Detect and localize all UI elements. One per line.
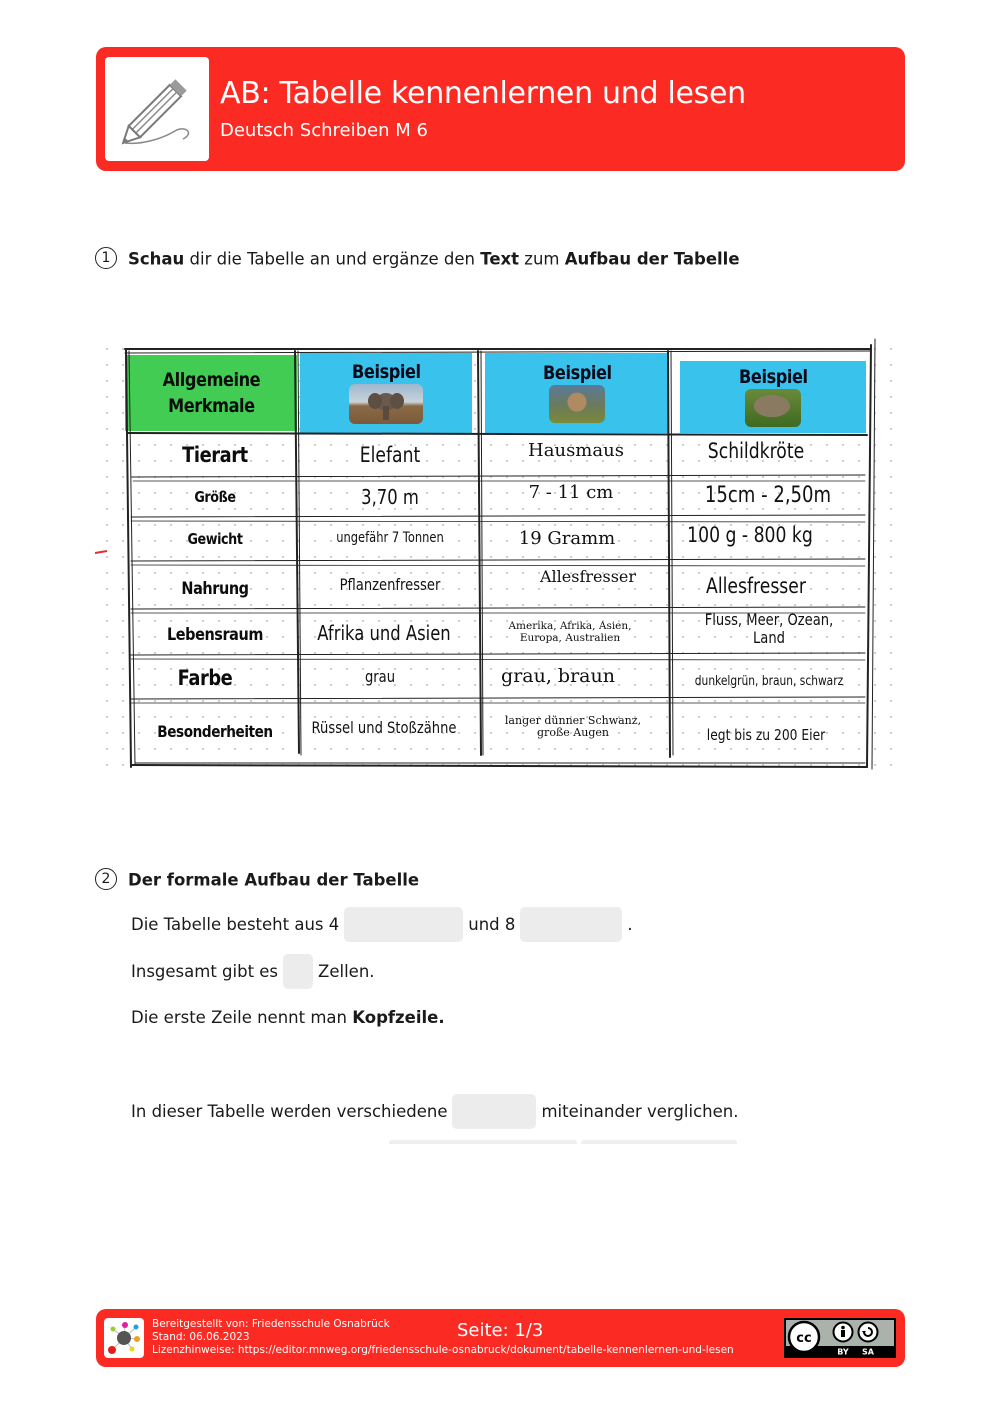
cell-tortoise-lebensraum: Fluss, Meer, Ozean, Land	[704, 610, 834, 647]
cell-elephant-lebensraum: Afrika und Asien	[317, 621, 451, 645]
task-2-heading	[95, 870, 419, 892]
line-text: miteinander verglichen.	[541, 1102, 739, 1121]
header-text-line1: Allgemeine	[162, 368, 260, 391]
cell-mouse-lebensraum: Amerika, Afrika, Asien, Europa, Australien	[508, 620, 632, 644]
task-number-2: 2	[95, 868, 117, 890]
cell-mouse-nahrung: Allesfresser	[539, 567, 637, 587]
table-header-example-mouse	[485, 353, 669, 433]
line-text: Insgesamt gibt es	[131, 962, 279, 981]
cell-tortoise-farbe: dunkelgrün, braun, schwarz	[694, 673, 844, 689]
fill-in-line-compared	[131, 1094, 738, 1129]
footer-provider: Bereitgestellt von: Friedensschule Osnabrück	[152, 1318, 390, 1330]
row-label-gewicht: Gewicht	[187, 529, 243, 548]
svg-text:BY: BY	[837, 1347, 849, 1356]
answer-option-chip[interactable]	[581, 1140, 737, 1144]
cell-tortoise-gewicht: 100 g - 800 kg	[687, 523, 813, 548]
cell-elephant-nahrung: Pflanzenfresser	[339, 575, 441, 595]
row-label-nahrung: Nahrung	[181, 578, 249, 599]
row-label-farbe: Farbe	[177, 666, 233, 691]
cell-mouse-besonderheiten: langer dünner Schwanz, große Augen	[504, 713, 642, 739]
row-label-tierart: Tierart	[182, 443, 248, 468]
line-text: .	[627, 915, 633, 934]
animal-comparison-table-image	[95, 335, 905, 775]
line-text: Die Tabelle besteht aus 4	[131, 915, 340, 934]
blank-compared-items-input[interactable]	[452, 1094, 536, 1129]
cell-elephant-farbe: grau	[364, 667, 396, 687]
cell-elephant-gewicht: ungefähr 7 Tonnen	[336, 530, 444, 547]
header-example-label: Beispiel	[738, 365, 808, 388]
task-1-text: zum	[519, 249, 565, 269]
cell-elephant-besonderheiten: Rüssel und Stoßzähne	[311, 718, 457, 738]
elephant-photo	[349, 384, 423, 424]
line-text: Die erste Zeile nennt man	[131, 1008, 353, 1027]
blank-cells-count-input[interactable]	[283, 954, 313, 989]
text-line-header-row	[131, 1008, 445, 1027]
page-title: AB: Tabelle kennenlernen und lesen	[220, 76, 746, 111]
footer-info	[152, 1318, 734, 1357]
cell-elephant-groesse: 3,70 m	[361, 485, 419, 509]
line-text-bold: Kopfzeile.	[352, 1008, 445, 1027]
cell-mouse-farbe: grau, braun	[501, 664, 615, 687]
mouse-photo	[549, 385, 605, 423]
table-header-general-features	[125, 355, 297, 431]
network-logo-icon	[104, 1318, 144, 1358]
blank-rows-input[interactable]	[520, 907, 622, 942]
table-header-example-elephant	[300, 353, 472, 433]
task-2-title: Der formale Aufbau der Tabelle	[128, 870, 420, 890]
task-number-1: 1	[95, 247, 117, 269]
task-1-text-bold: Text	[480, 249, 520, 269]
header-example-label: Beispiel	[542, 361, 612, 384]
header-banner	[96, 47, 905, 171]
blank-columns-input[interactable]	[344, 907, 463, 942]
cell-tortoise-nahrung: Allesfresser	[706, 574, 806, 599]
footer-banner	[96, 1309, 905, 1367]
line-text: Zellen.	[318, 962, 375, 981]
cell-tortoise-tierart: Schildkröte	[707, 439, 805, 464]
cc-by-sa-license-icon	[784, 1318, 896, 1358]
task-1-text-bold: Schau	[128, 249, 185, 269]
header-example-label: Beispiel	[351, 360, 421, 383]
cell-mouse-groesse: 7 - 11 cm	[528, 482, 614, 504]
cc-text: cc	[796, 1331, 812, 1346]
footer-date: Stand: 06.06.2023	[152, 1331, 250, 1343]
cell-tortoise-besonderheiten: legt bis zu 200 Eier	[706, 725, 826, 744]
line-text: In dieser Tabelle werden verschiedene	[131, 1102, 448, 1121]
task-1-heading	[95, 249, 740, 271]
cell-mouse-tierart: Hausmaus	[528, 440, 624, 462]
row-label-groesse: Größe	[194, 487, 236, 506]
task-1-text-bold: Aufbau der Tabelle	[564, 249, 740, 269]
task-1-text: dir die Tabelle an und ergänze den	[184, 249, 481, 269]
row-label-besonderheiten: Besonderheiten	[157, 722, 273, 742]
answer-option-chip[interactable]	[389, 1140, 577, 1144]
cell-mouse-gewicht: 19 Gramm	[518, 528, 616, 550]
fill-in-line-cells	[131, 954, 375, 989]
svg-text:SA: SA	[862, 1347, 874, 1356]
cell-elephant-tierart: Elefant	[359, 443, 421, 468]
page-subtitle: Deutsch Schreiben M 6	[220, 120, 428, 141]
tortoise-photo	[745, 389, 801, 427]
line-text: und 8	[468, 915, 516, 934]
footer-license-link[interactable]: Lizenzhinweise: https://editor.mnweg.org/friedensschule-osnabruck/dokument/tabelle-kennenlernen-und-lesen	[152, 1344, 734, 1356]
fill-in-line-columns-rows	[131, 907, 633, 942]
row-label-lebensraum: Lebensraum	[166, 624, 264, 645]
pencil-icon	[105, 57, 209, 161]
table-header-example-tortoise	[680, 361, 866, 433]
cell-tortoise-groesse: 15cm - 2,50m	[704, 482, 832, 508]
page-number: Seite: 1/3	[457, 1320, 544, 1341]
header-text-line2: Merkmale	[167, 394, 255, 417]
